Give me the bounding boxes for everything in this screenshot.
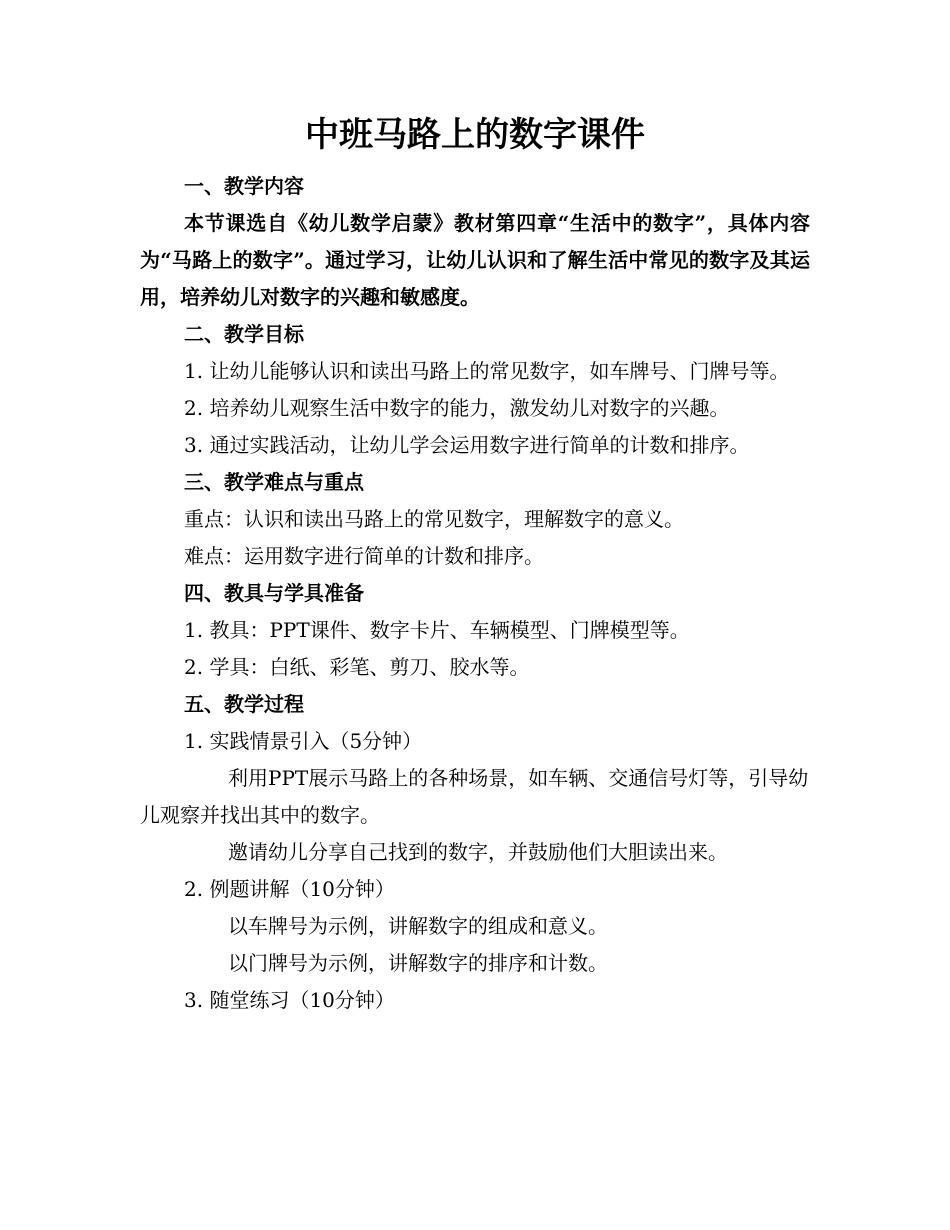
section-heading-difficulty: 三、教学难点与重点	[184, 470, 364, 494]
process-detail: 邀请幼儿分享自己找到的数字，并鼓励他们大胆读出来。	[228, 840, 728, 864]
process-detail: 以门牌号为示例，讲解数字的排序和计数。	[228, 951, 608, 975]
difficult-point: 难点：运用数字进行简单的计数和排序。	[184, 544, 544, 568]
section-heading-content: 一、教学内容	[184, 174, 304, 198]
process-step: 3. 随堂练习（10分钟）	[184, 988, 395, 1012]
content-paragraph: 本节课选自《幼儿数学启蒙》教材第四章“生活中的数字”，具体内容为“马路上的数字”。通过学习，让幼儿认识和了解生活中常见的数字及其运用，培养幼儿对数字的兴趣和敏感度。	[140, 211, 810, 309]
objective-item: 3. 通过实践活动，让幼儿学会运用数字进行简单的计数和排序。	[184, 433, 750, 457]
tool-item: 2. 学具：白纸、彩笔、剪刀、胶水等。	[184, 655, 530, 679]
key-point: 重点：认识和读出马路上的常见数字，理解数字的意义。	[184, 507, 684, 531]
objective-item: 2. 培养幼儿观察生活中数字的能力，激发幼儿对数字的兴趣。	[184, 396, 730, 420]
section-heading-process: 五、教学过程	[184, 692, 304, 716]
process-step: 2. 例题讲解（10分钟）	[184, 877, 395, 901]
tool-item: 1. 教具：PPT课件、数字卡片、车辆模型、门牌模型等。	[184, 618, 690, 642]
process-step: 1. 实践情景引入（5分钟）	[184, 729, 423, 753]
process-detail: 以车牌号为示例，讲解数字的组成和意义。	[228, 914, 608, 938]
objective-item: 1. 让幼儿能够认识和读出马路上的常见数字，如车牌号、门牌号等。	[184, 359, 790, 383]
document-body	[140, 168, 810, 1019]
process-detail: 利用PPT展示马路上的各种场景，如车辆、交通信号灯等，引导幼儿观察并找出其中的数字。	[140, 766, 809, 827]
section-heading-tools: 四、教具与学具准备	[184, 581, 364, 605]
document-title: 中班马路上的数字课件	[305, 115, 645, 155]
section-heading-objectives: 二、教学目标	[184, 322, 304, 346]
